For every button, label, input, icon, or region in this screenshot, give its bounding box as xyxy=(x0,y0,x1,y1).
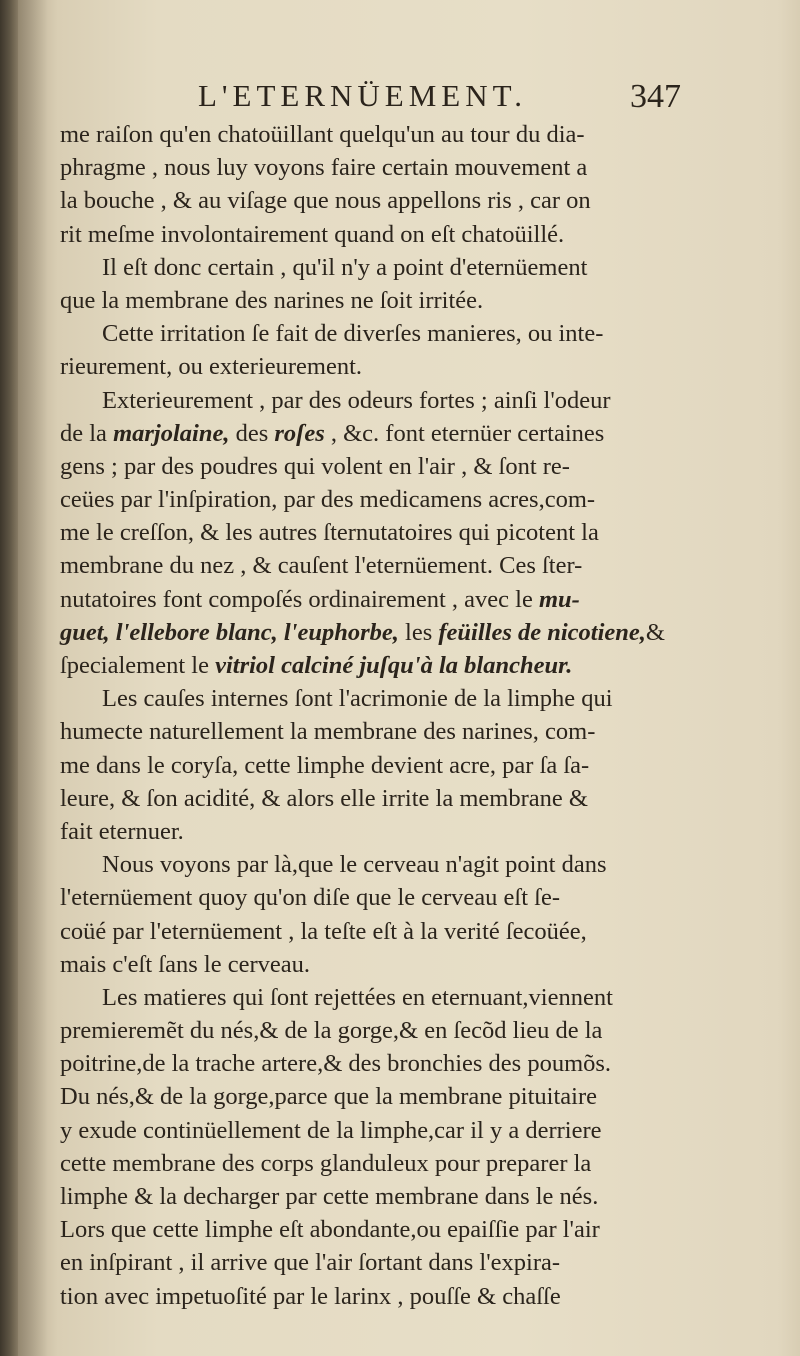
text-run: nutatoires font compoſés ordinairement , avec le xyxy=(60,585,539,613)
text-line: l'eternüement quoy qu'on diſe que le cerveau eſt ſe- xyxy=(60,884,560,912)
text-line: tion avec impetuoſité par le larinx , pouſſe & chaſſe xyxy=(60,1282,561,1310)
italic-term: feüilles de nicotiene, xyxy=(438,618,646,646)
text-line xyxy=(60,417,740,450)
italic-term: mu- xyxy=(538,585,580,613)
text-run: les xyxy=(398,618,439,646)
text-line xyxy=(60,649,740,682)
page-header xyxy=(18,76,800,120)
text-line: fait eternuer. xyxy=(60,817,184,845)
text-line: leure, & ſon acidité, & alors elle irrite la membrane & xyxy=(60,784,588,812)
text-line: rieurement, ou exterieurement. xyxy=(60,353,363,381)
text-run: de la xyxy=(60,419,114,447)
text-line: coüé par l'eternüement , la teſte eſt à la verité ſecoüée, xyxy=(60,917,587,945)
text-line: cette membrane des corps glanduleux pour preparer la xyxy=(60,1149,592,1177)
italic-term: vitriol calciné juſqu'à la blancheur. xyxy=(215,652,573,679)
text-line: ceües par l'inſpiration, par des medicamens acres,com- xyxy=(60,486,596,514)
text-line: Exterieurement , par des odeurs fortes ; ainſi l'odeur xyxy=(102,386,611,414)
text-line: Lors que cette limphe eſt abondante,ou epaiſſie par l'air xyxy=(60,1216,600,1244)
text-run: , &c. font eternüer certaines xyxy=(324,419,605,447)
text-line: mais c'eſt ſans le cerveau. xyxy=(60,950,310,978)
text-line: Les matieres qui ſont rejettées en eternuant,viennent xyxy=(102,983,613,1011)
text-line: me raiſon qu'en chatoüillant quelqu'un au tour du dia- xyxy=(60,121,585,148)
text-line: y exude continüellement de la limphe,car il y a derriere xyxy=(60,1116,602,1144)
text-line: gens ; par des poudres qui volent en l'air , & ſont re- xyxy=(60,452,570,480)
text-line xyxy=(60,583,740,616)
text-line: Il eſt donc certain , qu'il n'y a point d'eternüement xyxy=(102,253,588,281)
text-line: phragme , nous luy voyons faire certain mouvement a xyxy=(60,154,588,182)
text-line: la bouche , & au viſage que nous appellons ris , car on xyxy=(60,187,591,215)
text-line: premieremẽt du nés,& de la gorge,& en ſecõd lieu de la xyxy=(60,1017,603,1045)
text-line xyxy=(60,616,740,649)
text-line: Cette irritation ſe fait de diverſes manieres, ou inte- xyxy=(102,320,604,348)
text-line: en inſpirant , il arrive que l'air ſortant dans l'expira- xyxy=(60,1249,561,1277)
text-run: ſpecialement le xyxy=(60,652,216,679)
text-line: que la membrane des narines ne ſoit irritée. xyxy=(60,286,484,314)
book-page xyxy=(18,0,800,1356)
text-line: membrane du nez , & cauſent l'eternüement. Ces ſter- xyxy=(60,552,583,580)
running-title: L'ETERNÜEMENT. xyxy=(198,78,527,113)
text-line: rit meſme involontairement quand on eſt chatoüillé. xyxy=(60,220,565,248)
text-line: Du nés,& de la gorge,parce que la membrane pituitaire xyxy=(60,1083,597,1111)
text-line: Nous voyons par là,que le cerveau n'agit point dans xyxy=(102,851,607,879)
page-number: 347 xyxy=(630,78,681,115)
text-line: humecte naturellement la membrane des narines, com- xyxy=(60,718,596,746)
text-line: Les cauſes internes ſont l'acrimonie de la limphe qui xyxy=(102,685,613,713)
text-run: & xyxy=(645,618,665,646)
italic-term: roſes xyxy=(274,419,325,447)
text-line: poitrine,de la trache artere,& des bronchies des poumõs. xyxy=(60,1050,612,1078)
italic-term: marjolaine, xyxy=(113,419,230,447)
text-line: me le creſſon, & les autres ſternutatoires qui picotent la xyxy=(60,519,599,547)
text-run: des xyxy=(229,419,275,447)
italic-term: guet, l'ellebore blanc, l'euphorbe, xyxy=(60,618,399,646)
body-text xyxy=(60,118,740,1313)
text-line: limphe & la decharger par cette membrane dans le nés. xyxy=(60,1183,599,1210)
text-line: me dans le coryſa, cette limphe devient acre, par ſa ſa- xyxy=(60,751,590,779)
